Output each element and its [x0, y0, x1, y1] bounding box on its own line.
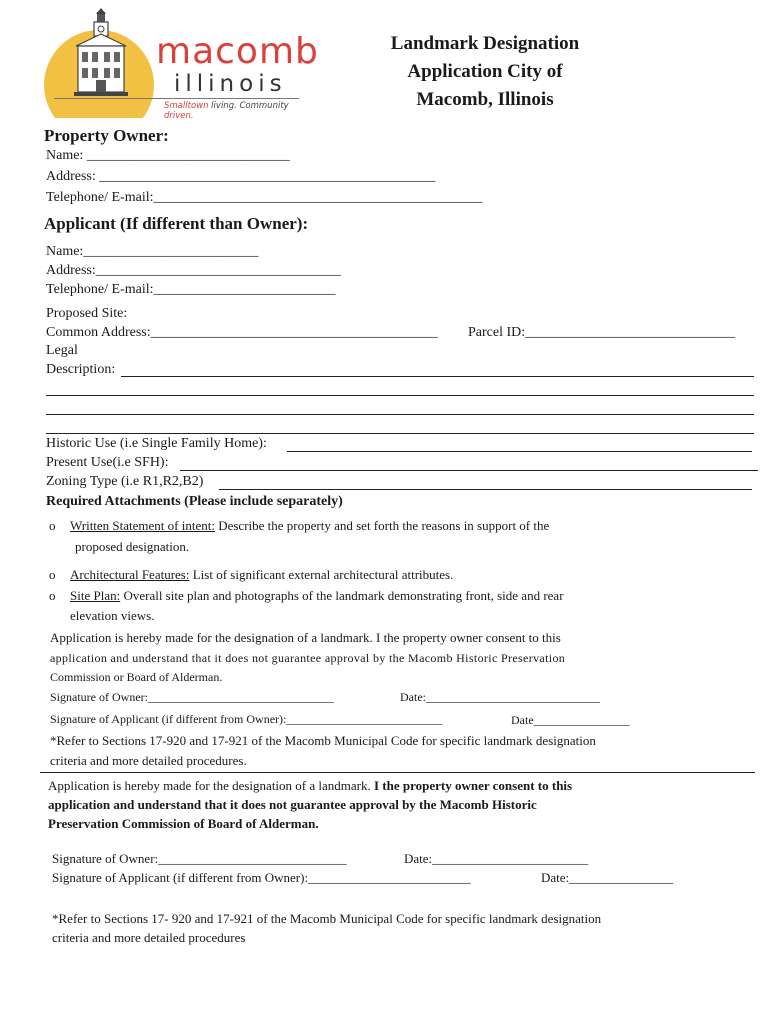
attachment-label: Written Statement of intent: — [70, 518, 215, 533]
applicant-phone-field[interactable]: Telephone/ E-mail:__________________________ — [46, 282, 336, 297]
logo-divider — [54, 98, 299, 99]
attachment-label: Site Plan: — [70, 588, 121, 603]
applicant-address-field[interactable]: Address:___________________________________ — [46, 263, 341, 278]
tagline-middle: living. Community — [208, 101, 289, 111]
owner-date-field[interactable]: Date:________________________ — [404, 851, 589, 866]
historic-use-label: Historic Use (i.e Single Family Home): — [46, 436, 267, 451]
owner-heading: Property Owner: — [44, 126, 169, 145]
attachment-text-cont: elevation views. — [70, 608, 155, 623]
declaration-line: application and understand that it does not guarantee approval by the Macomb Historic — [48, 797, 537, 812]
owner-signature-field[interactable]: Signature of Owner:_______________________________ — [50, 690, 334, 704]
tagline-end: driven. — [164, 111, 194, 121]
common-address-field[interactable]: Common Address:_________________________________________ — [46, 325, 438, 340]
applicant-signature-field[interactable]: Signature of Applicant (if different from Owner):_________________________ — [52, 870, 471, 885]
applicant-name-field[interactable]: Name:_________________________ — [46, 244, 259, 259]
applicant-heading: Applicant (If different than Owner): — [44, 214, 309, 233]
section-divider — [40, 772, 755, 773]
present-use-label: Present Use(i.e SFH): — [46, 455, 169, 470]
declaration-bold: I the property owner consent to this — [373, 778, 573, 793]
attachment-item — [70, 588, 564, 604]
description-line-3[interactable] — [46, 414, 754, 415]
tagline-accent: Smalltown — [164, 101, 209, 111]
attachment-text: Describe the property and set forth the reasons in support of the — [214, 518, 550, 533]
applicant-signature-field[interactable]: Signature of Applicant (if different from Owner):__________________________ — [50, 712, 443, 726]
description-label: Description: — [46, 362, 116, 377]
owner-date-field[interactable]: Date:_____________________________ — [400, 690, 600, 704]
declaration-line: Preservation Commission of Board of Alderman. — [48, 816, 319, 831]
logo-wordmark: macomb — [156, 31, 319, 72]
proposed-site-label: Proposed Site: — [46, 306, 128, 321]
attachment-text-cont: proposed designation. — [75, 539, 190, 554]
title-line-3: Macomb, Illinois — [416, 89, 554, 110]
refer-note-cont: criteria and more detailed procedures — [52, 930, 246, 945]
owner-signature-field[interactable]: Signature of Owner:_____________________________ — [52, 851, 347, 866]
zoning-line[interactable] — [219, 489, 752, 490]
title-line-1: Landmark Designation — [390, 33, 580, 54]
refer-note-cont: criteria and more detailed procedures. — [50, 753, 247, 768]
bullet: o — [49, 518, 56, 533]
bullet: o — [49, 588, 56, 603]
attachment-item — [70, 567, 453, 583]
logo-tagline — [164, 101, 304, 121]
legal-label: Legal — [46, 343, 78, 358]
bullet: o — [49, 567, 56, 582]
parcel-id-field[interactable]: Parcel ID:______________________________ — [468, 325, 736, 340]
declaration-line — [48, 778, 572, 794]
applicant-date-field[interactable]: Date:________________ — [541, 870, 674, 885]
historic-use-line[interactable] — [287, 451, 752, 452]
description-line-1[interactable] — [121, 376, 754, 377]
refer-note: *Refer to Sections 17- 920 and 17-921 of the Macomb Municipal Code for specific landmark designation — [52, 911, 602, 926]
title-line-2: Application City of — [407, 61, 563, 82]
zoning-label: Zoning Type (i.e R1,R2,B2) — [46, 474, 204, 489]
declaration-line: Commission or Board of Alderman. — [50, 670, 223, 684]
owner-phone-field[interactable]: Telephone/ E-mail:_______________________________________________ — [46, 190, 483, 205]
declaration-plain: Application is hereby made for the designation of a landmark. — [48, 778, 374, 793]
description-line-4[interactable] — [46, 433, 754, 434]
attachment-text: List of significant external architectural attributes. — [189, 567, 454, 582]
document-title — [360, 30, 610, 114]
declaration-line: Application is hereby made for the designation of a landmark. I the property owner consent to this — [50, 630, 561, 645]
courthouse-icon — [66, 8, 136, 100]
logo-state: illinois — [174, 71, 287, 97]
present-use-line[interactable] — [180, 470, 758, 471]
owner-address-field[interactable]: Address: ________________________________________________ — [46, 169, 436, 184]
attachment-label: Architectural Features: — [70, 567, 190, 582]
attachment-item — [70, 518, 549, 534]
refer-note: *Refer to Sections 17-920 and 17-921 of the Macomb Municipal Code for specific landmark designation — [50, 733, 596, 748]
applicant-date-field[interactable]: Date________________ — [511, 713, 630, 727]
attachments-heading: Required Attachments (Please include separately) — [46, 494, 343, 509]
owner-name-field[interactable]: Name: _____________________________ — [46, 148, 290, 163]
attachment-text: Overall site plan and photographs of the landmark demonstrating front, side and rear — [120, 588, 564, 603]
city-logo — [44, 8, 319, 121]
description-line-2[interactable] — [46, 395, 754, 396]
declaration-line: application and understand that it does not guarantee approval by the Macomb Historic Preservation — [50, 651, 566, 665]
